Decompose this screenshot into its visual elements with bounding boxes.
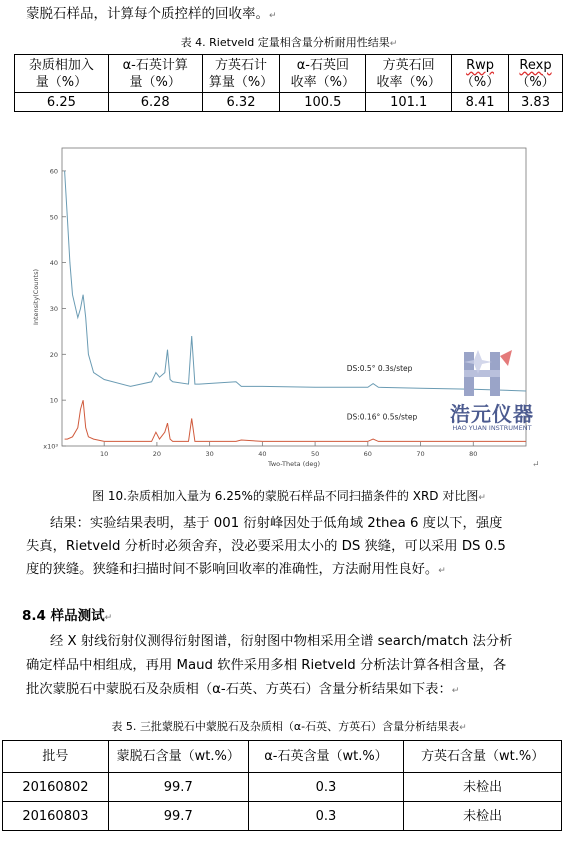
- table5: [2, 740, 562, 831]
- table5-cell: 20160802: [3, 773, 109, 802]
- table4-cell: 6.28: [108, 93, 202, 112]
- table5-cell: 20160803: [3, 802, 109, 831]
- table4-header-cell: 杂质相加入 量（%）: [15, 55, 109, 93]
- description-line: 经 X 射线衍射仪测得衍射图谱，衍射图中物相采用全谱 search/match 法分析: [50, 634, 513, 649]
- figure10-caption: 图 10.杂质相加入量为 6.25%的蒙脱石样品不同扫描条件的 XRD 对比图↵: [92, 489, 486, 503]
- table4-cell: 101.1: [366, 93, 452, 112]
- logo-subtext: HAO YUAN INSTRUMENT: [452, 424, 532, 432]
- table5-header-cell: 方英石含量（wt.%）: [404, 741, 562, 773]
- table4: [14, 54, 563, 112]
- x-tick-label: 10: [100, 450, 109, 458]
- table4-header-cell: Rexp （%）: [509, 55, 563, 93]
- table5-cell: 99.7: [108, 802, 248, 831]
- table4-cell: 6.32: [202, 93, 280, 112]
- y-tick-label: 50: [49, 213, 58, 222]
- x-tick-label: 70: [416, 450, 425, 458]
- table4-header-cell: 方英石计 算量（%）: [202, 55, 280, 93]
- logo: [440, 348, 540, 440]
- table5-header-cell: α-石英含量（wt.%）: [248, 741, 404, 773]
- table4-cell: 100.5: [280, 93, 366, 112]
- x-tick-label: 80: [469, 450, 478, 458]
- table4-header-row: [15, 55, 563, 93]
- table5-header-row: [3, 741, 562, 773]
- section-heading: 8.4 样品测试↵: [22, 608, 113, 624]
- x-tick-label: 50: [310, 450, 320, 458]
- table5-header-cell: 批号: [3, 741, 109, 773]
- table5-cell: 0.3: [248, 773, 404, 802]
- y-tick-label: 40: [49, 259, 58, 268]
- logo-text: 浩元仪器: [450, 402, 534, 426]
- table5-header-cell: 蒙脱石含量（wt.%）: [108, 741, 248, 773]
- x-tick-label: 20: [152, 450, 162, 458]
- result-line: 失真，Rietveld 分析时必须舍弃，没必要采用太小的 DS 狭缝，可以采用 DS 0.5: [26, 539, 506, 554]
- table4-header-cell: α-石英回 收率（%）: [280, 55, 366, 93]
- table5-cell: 未检出: [404, 802, 562, 831]
- logo-mark-icon: [458, 348, 518, 398]
- y-tick-label: 60: [49, 167, 58, 176]
- y-tick-label: x10³: [43, 442, 58, 451]
- description-line: 确定样品中相组成，再用 Maud 软件采用多相 Rietveld 分析法计算各相含量，各: [26, 658, 507, 673]
- y-tick-label: 30: [49, 304, 58, 313]
- table5-cell: 0.3: [248, 802, 404, 831]
- table5-caption: 表 5. 三批蒙脱石中蒙脱石及杂质相（α-石英、方英石）含量分析结果表↵: [111, 720, 467, 733]
- y-tick-label: 10: [49, 396, 58, 405]
- table4-cell: 8.41: [452, 93, 509, 112]
- intro-text: 蒙脱石样品，计算每个质控样的回收率。↵: [26, 6, 277, 22]
- x-tick-label: 40: [258, 450, 267, 458]
- result-line: 结果：实验结果表明，基于 001 衍射峰因处于低角域 2thea 6 度以下，强度: [50, 516, 503, 531]
- table4-row: [15, 93, 563, 112]
- y-axis-label: Intensity(Counts): [32, 268, 40, 326]
- table5-row: [3, 773, 562, 802]
- description-line: 批次蒙脱石中蒙脱石及杂质相（α-石英、方英石）含量分析结果如下表：↵: [26, 682, 460, 697]
- x-tick-label: 60: [363, 450, 372, 458]
- result-line: 度的狭缝。狭缝和扫描时间不影响回收率的准确性，方法耐用性良好。↵: [26, 562, 446, 577]
- x-tick-label: 30: [205, 450, 214, 458]
- table4-cell: 6.25: [15, 93, 109, 112]
- table5-row: [3, 802, 562, 831]
- table4-header-cell: Rwp （%）: [452, 55, 509, 93]
- y-tick-label: 20: [49, 350, 58, 359]
- table5-cell: 未检出: [404, 773, 562, 802]
- result-paragraph: [26, 512, 556, 583]
- series-label: DS:0.5° 0.3s/step: [346, 363, 413, 373]
- table4-caption: 表 4. Rietveld 定量相含量分析耐用性结果↵: [180, 36, 398, 49]
- table5-cell: 99.7: [108, 773, 248, 802]
- table4-header-cell: α-石英计算 量（%）: [108, 55, 202, 93]
- x-axis-label: Two-Theta (deg): [267, 460, 321, 468]
- table4-cell: 3.83: [509, 93, 563, 112]
- description-paragraph: [26, 630, 556, 703]
- table4-header-cell: 方英石回 收率（%）: [366, 55, 452, 93]
- series-label: DS:0.16° 0.5s/step: [346, 412, 418, 422]
